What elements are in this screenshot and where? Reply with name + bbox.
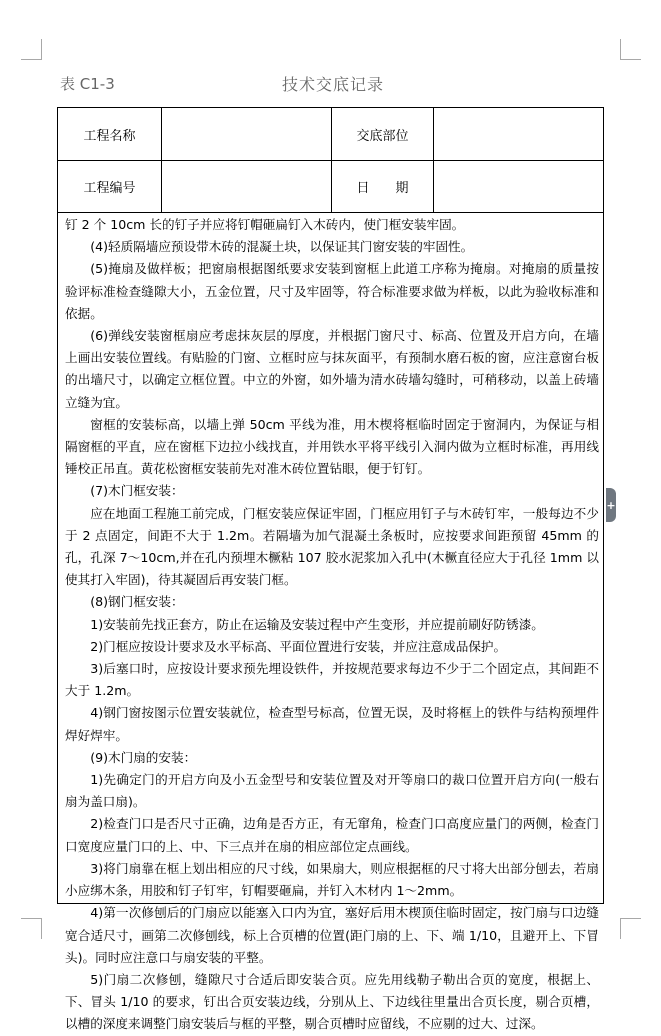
location-field[interactable] — [434, 108, 604, 160]
location-label: 交底部位 — [332, 108, 434, 160]
paragraph: (5)掩扇及做样板；把窗扇根据图纸要求安装到窗框上此道工序称为掩扇。对掩扇的质量按验评标准检查缝隙大小，五金位置，尺寸及牢固等，符合标准要求做为样板，以此为验收标准和依据。 — [65, 261, 599, 321]
header-row-1 — [58, 108, 603, 161]
crop-mark-top-right — [620, 39, 641, 60]
date-field[interactable] — [434, 161, 604, 212]
project-no-field[interactable] — [162, 161, 332, 212]
form-code: 表 C1-3 — [60, 75, 115, 93]
project-name-label: 工程名称 — [58, 108, 162, 160]
paragraph: 4)钢门窗按图示位置安装就位，检查型号标高，位置无误，及时将框上的铁件与结构预埋件焊好焊牢。 — [65, 705, 599, 743]
paragraph: 2)门框应按设计要求及水平标高、平面位置进行安装，并应注意成品保护。 — [90, 638, 507, 654]
paragraph: (6)弹线安装窗框扇应考虑抹灰层的厚度，并根据门窗尺寸、标高、位置及开启方向，在墙上画出安装位置线。有贴脸的门窗、立框时应与抹灰面平，有预制水磨石板的窗，应注意窗台板的出墙尺寸，以确定立框位置。中立的外窗，如外墙为清水砖墙勾缝时，可稍移动，以盖上砖墙立缝为宜。 — [65, 328, 599, 410]
paragraph: 钉 2 个 10cm 长的钉子并应将钉帽砸扁钉入木砖内，使门框安装牢固。 — [65, 217, 465, 232]
page-title: 技术交底记录 — [282, 75, 385, 94]
project-name-field[interactable] — [162, 108, 332, 160]
crop-mark-top-left — [21, 39, 42, 60]
project-no-label: 工程编号 — [58, 161, 162, 212]
disclosure-content — [65, 214, 599, 1036]
plus-icon: + — [606, 498, 616, 512]
paragraph: (7)木门框安装： — [90, 483, 184, 499]
paragraph: 4)第一次修刨后的门扇应以能塞入口内为宜，塞好后用木楔顶住临时固定，按门扇与口边缝宽合适尺寸，画第二次修刨线，标上合页槽的位置(距门扇的上、下、端 1/10，且避开上、下冒头)。同时应注意口与扇安装的平整。 — [65, 905, 599, 965]
paragraph: (4)轻质隔墙应预设带木砖的混凝土块，以保证其门窗安装的牢固性。 — [90, 239, 474, 255]
paragraph: 1)安装前先找正套方，防止在运输及安装过程中产生变形，并应提前刷好防锈漆。 — [90, 616, 544, 632]
paragraph: (8)钢门框安装： — [90, 594, 184, 610]
paragraph: 2)检查门口是否尺寸正确，边角是否方正，有无窜角，检查门口高度应量门的两侧，检查门口宽度应量门口的上、中、下三点并在扇的相应部位定点画线。 — [65, 816, 599, 854]
paragraph: 3)后塞口时，应按设计要求预先埋设铁件，并按规范要求每边不少于二个固定点，其间距不大于 1.2m。 — [65, 661, 599, 699]
paragraph: 5)门扇二次修刨，缝隙尺寸合适后即安装合页。应先用线勒子勒出合页的宽度，根据上、下、冒头 1/10 的要求，钉出合页安装边线，分别从上、下边线往里量出合页长度，剔合页槽，以槽的深度来调整门扇安装后与框的平整，剔合页槽时应留线，不应剔的过大、过深。 — [65, 971, 599, 1032]
side-expand-tab[interactable] — [606, 488, 616, 522]
paragraph: 应在地面工程施工前完成，门框安装应保证牢固，门框应用钉子与木砖钉牢，一般每边不少于 2 点固定，间距不大于 1.2m。若隔墙为加气混凝土条板时，应按要求间距预留 45mm 的孔，孔深 7～10cm,并在孔内预埋木橛粘 107 胶水泥浆加入孔中(木橛直径应大于孔径 1mm 以使其打入牢固)，待其凝固后再安装门框。 — [65, 505, 599, 588]
record-table — [57, 107, 604, 1032]
date-label: 日 期 — [332, 161, 434, 212]
paragraph: 窗框的安装标高，以墙上弹 50cm 平线为准，用木楔将框临时固定于窗洞内，为保证与相隔窗框的平直，应在窗框下边拉小线找直，并用铁水平将平线引入洞内做为立框时标准，再用线锤校正吊直。黄花松窗框安装前先对准木砖位置钻眼，便于钉钉。 — [65, 416, 599, 477]
crop-mark-bottom-right — [620, 918, 641, 939]
crop-mark-bottom-left — [21, 918, 42, 939]
paragraph: (9)木门扇的安装： — [90, 749, 197, 765]
header-row-2 — [58, 161, 603, 213]
paragraph: 3)将门扇靠在框上划出相应的尺寸线，如果扇大，则应根据框的尺寸将大出部分刨去，若扇小应绑木条，用胶和钉子钉牢，钉帽要砸扁，并钉入木材内 1～2mm。 — [65, 860, 599, 899]
paragraph: 1)先确定门的开启方向及小五金型号和安装位置及对开等扇口的裁口位置开启方向(一般右扇为盖口扇)。 — [65, 772, 599, 810]
